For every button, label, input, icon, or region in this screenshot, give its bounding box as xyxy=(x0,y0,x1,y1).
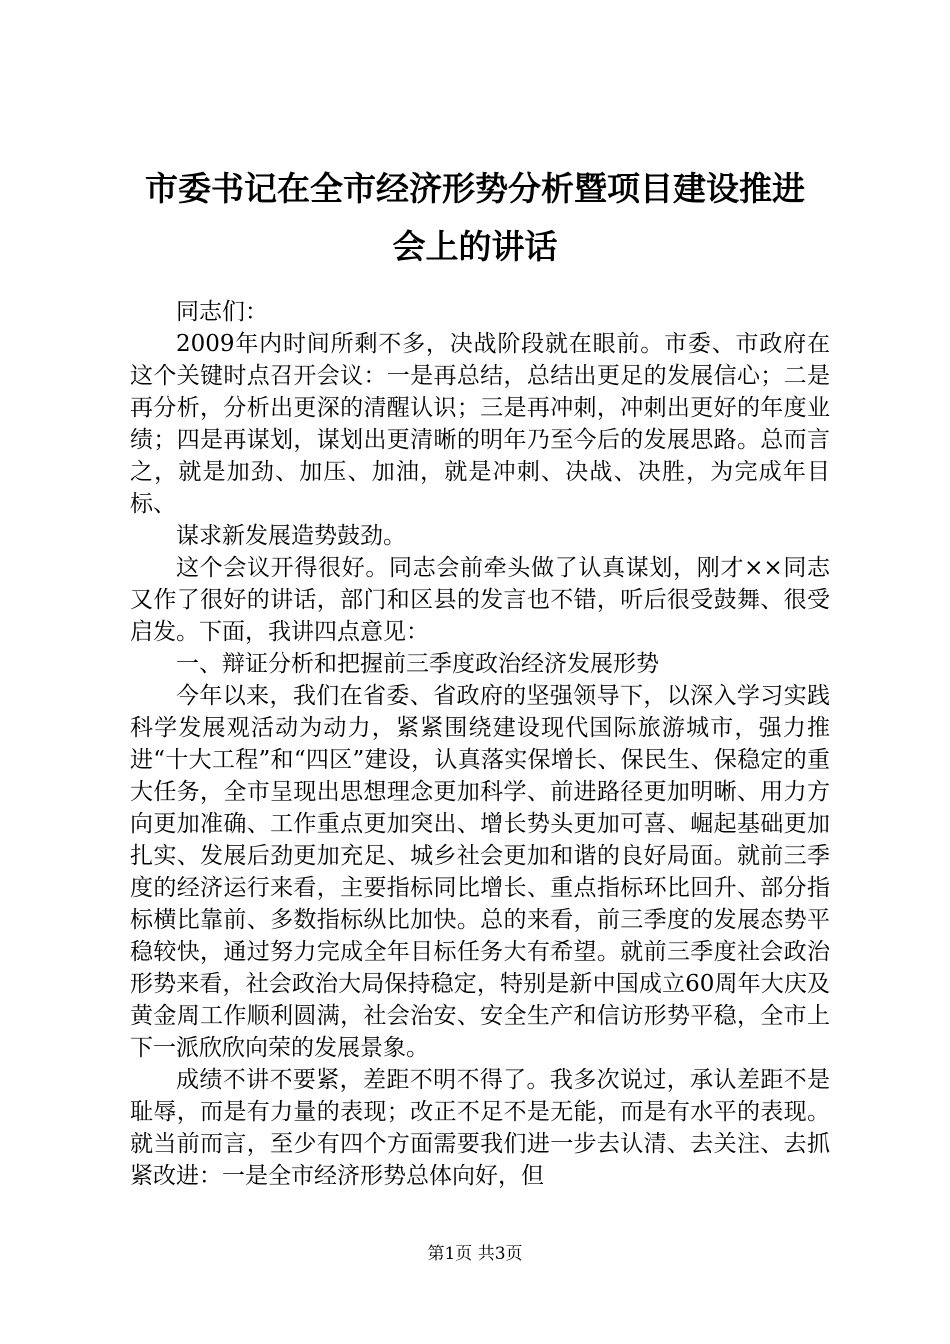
section-heading: 一、辩证分析和把握前三季度政治经济发展形势 xyxy=(176,651,659,677)
title-line-2: 会上的讲话 xyxy=(392,227,558,266)
title-line-1: 市委书记在全市经济形势分析暨项目建设推进 xyxy=(145,169,805,208)
page-footer: 第1页 共3页 xyxy=(427,1244,523,1264)
document-body xyxy=(130,296,830,1192)
paragraph: 成绩不讲不要紧，差距不明不得了。我多次说过，承认差距不是耻辱，而是有力量的表现；改正不足不是无能，而是有水平的表现。就当前而言，至少有四个方面需要我们进一步去认清、去关注、去抓紧改进：一是全市经济形势总体向好，但 xyxy=(130,1067,830,1189)
paragraph: 这个会议开得很好。同志会前牵头做了认真谋划，刚才××同志又作了很好的讲话，部门和区县的发言也不错，听后很受鼓舞、很受启发。下面，我讲四点意见： xyxy=(130,555,830,645)
paragraph: 今年以来，我们在省委、省政府的坚强领导下，以深入学习实践科学发展观活动为动力，紧紧围绕建设现代国际旅游城市，强力推进“十大工程”和“四区”建设，认真落实保增长、保民生、保稳定的重大任务，全市呈现出思想理念更加科学、前进路径更加明晰、用力方向更加准确、工作重点更加突出、增长势头更加可喜、崛起基础更加扎实、发展后劲更加充足、城乡社会更加和谐的良好局面。就前三季度的经济运行来看，主要指标同比增长、重点指标环比回升、部分指标横比靠前、多数指标纵比加快。总的来看，前三季度的发展态势平稳较快，通过努力完成全年目标任务大有希望。就前三季度社会政治形势来看，社会政治大局保持稳定，特别是新中国成立60周年大庆及黄金周工作顺利圆满，社会治安、安全生产和信访形势平稳，全市上下一派欣欣向荣的发展景象。 xyxy=(130,683,830,1061)
paragraph: 谋求新发展造势鼓劲。 xyxy=(176,523,406,549)
document-title xyxy=(120,160,830,276)
paragraph: 2009年内时间所剩不多，决战阶段就在眼前。市委、市政府在这个关键时点召开会议：一是再总结，总结出更足的发展信心；二是再分析，分析出更深的清醒认识；三是再冲刺，冲刺出更好的年度业绩；四是再谋划，谋划出更清晰的明年乃至今后的发展思路。总而言之，就是加劲、加压、加油，就是冲刺、决战、决胜，为完成年目标、 xyxy=(130,331,830,517)
salutation: 同志们： xyxy=(176,299,268,325)
